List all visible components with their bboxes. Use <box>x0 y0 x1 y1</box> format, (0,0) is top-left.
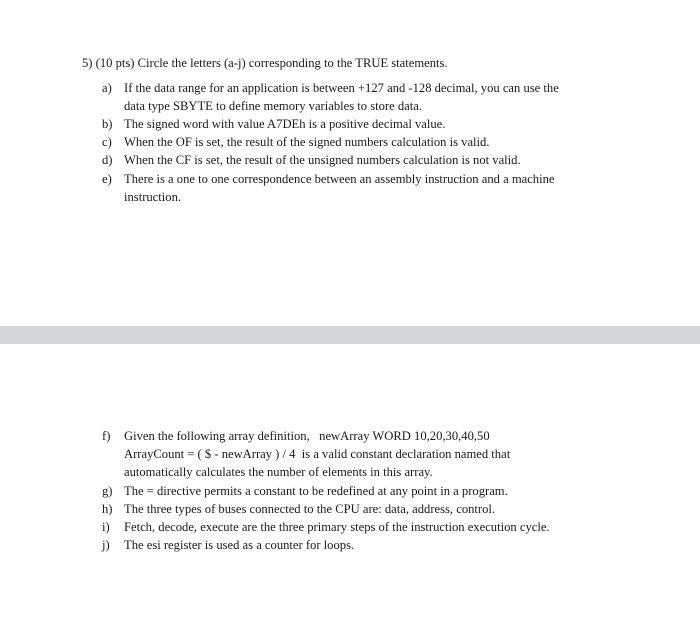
statement-line: Given the following array definition, newArray WORD 10,20,30,40,50 <box>124 429 490 443</box>
statement-text <box>124 79 622 115</box>
question-header: 5) (10 pts) Circle the letters (a-j) corresponding to the TRUE statements. <box>82 56 448 70</box>
statement-letter: h) <box>102 502 113 516</box>
statement-letter: d) <box>102 153 113 167</box>
statement-text <box>124 151 622 169</box>
statement-text <box>124 133 622 151</box>
statement-letter: b) <box>102 117 113 131</box>
statement-line: The signed word with value A7DEh is a positive decimal value. <box>124 117 446 131</box>
statement-line: instruction. <box>124 190 182 204</box>
statement-g <box>102 482 622 500</box>
statement-line: When the CF is set, the result of the unsigned numbers calculation is not valid. <box>124 153 521 167</box>
statement-line: If the data range for an application is between +127 and -128 decimal, you can use the <box>124 81 559 95</box>
statement-i <box>102 518 622 536</box>
statement-letter: j) <box>102 538 110 552</box>
statement-line: data type SBYTE to define memory variables to store data. <box>124 99 422 113</box>
statement-text <box>124 500 622 518</box>
statement-letter: f) <box>102 429 111 443</box>
statement-line: The esi register is used as a counter for loops. <box>124 538 355 552</box>
statement-text <box>124 518 622 536</box>
statement-line: ArrayCount = ( $ - newArray ) / 4 is a valid constant declaration named that <box>124 447 511 461</box>
statement-line: When the OF is set, the result of the signed numbers calculation is valid. <box>124 135 490 149</box>
statement-line: The = directive permits a constant to be redefined at any point in a program. <box>124 484 508 498</box>
page-divider <box>0 326 700 344</box>
statement-text <box>124 482 622 500</box>
statement-h <box>102 500 622 518</box>
statement-text <box>124 115 622 133</box>
statement-line: automatically calculates the number of elements in this array. <box>124 465 433 479</box>
statement-line: The three types of buses connected to the CPU are: data, address, control. <box>124 502 496 516</box>
statement-letter: g) <box>102 484 113 498</box>
statement-text <box>124 536 622 554</box>
document-page-bottom <box>0 344 700 641</box>
statement-b <box>102 115 622 133</box>
statement-letter: c) <box>102 135 112 149</box>
statement-line: Fetch, decode, execute are the three primary steps of the instruction execution cycle. <box>124 520 550 534</box>
statement-line: There is a one to one correspondence between an assembly instruction and a machine <box>124 172 555 186</box>
statement-f <box>102 427 622 481</box>
statement-text <box>124 170 622 206</box>
statement-text <box>124 427 622 481</box>
statement-letter: a) <box>102 81 112 95</box>
statement-e <box>102 170 622 206</box>
statement-d <box>102 151 622 169</box>
statement-letter: e) <box>102 172 112 186</box>
statement-j <box>102 536 622 554</box>
statement-a <box>102 79 622 115</box>
statement-letter: i) <box>102 520 110 534</box>
statement-c <box>102 133 622 151</box>
